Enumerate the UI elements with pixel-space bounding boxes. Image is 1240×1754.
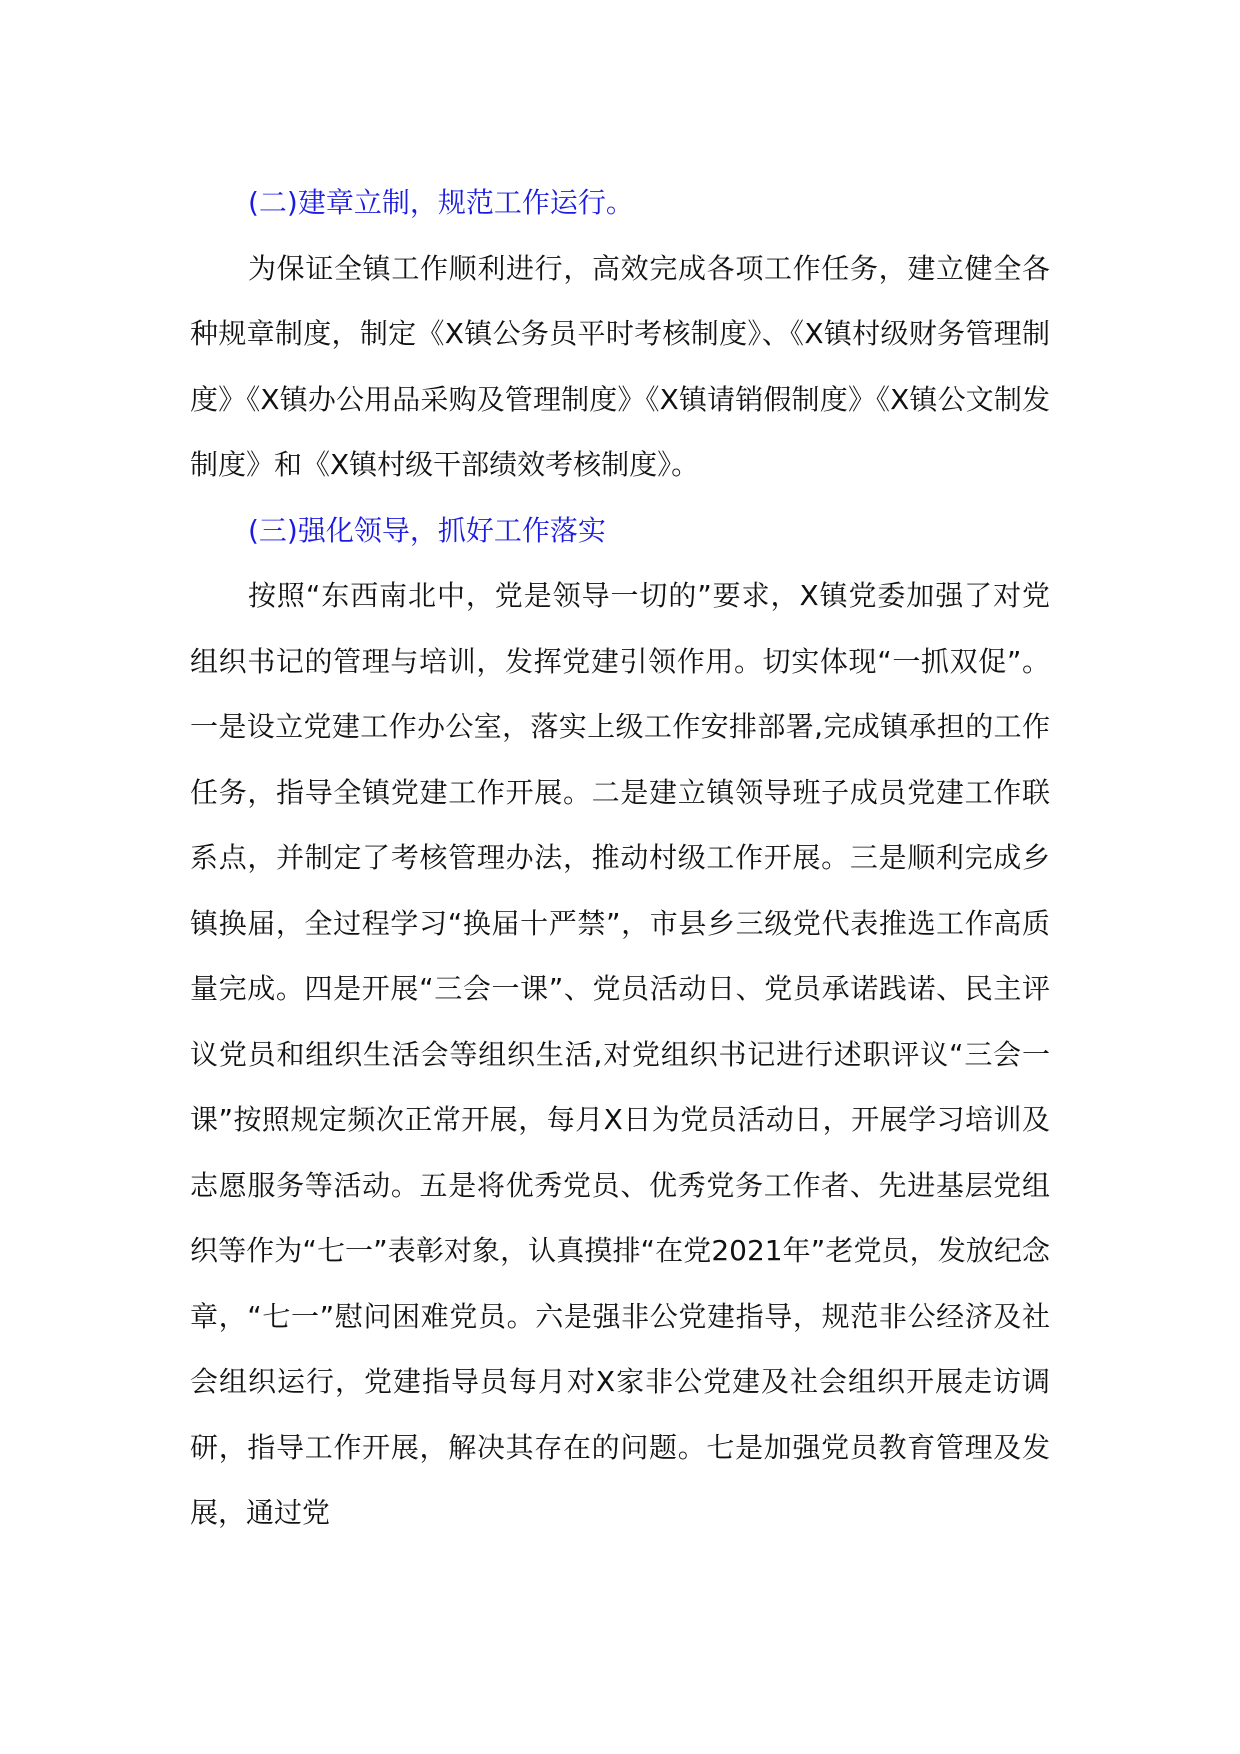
section-paragraph-3: 按照“东西南北中，党是领导一切的”要求，X镇党委加强了对党组织书记的管理与培训，发挥党建引领作用。切实体现“一抓双促”。一是设立党建工作办公室，落实上级工作安排部署,完成镇承担的工作任务，指导全镇党建工作开展。二是建立镇领导班子成员党建工作联系点，并制定了考核管理办法，推动村级工作开展。三是顺利完成乡镇换届，全过程学习“换届十严禁”，市县乡三级党代表推选工作高质量完成。四是开展“三会一课”、党员活动日、党员承诺践诺、民主评议党员和组织生活会等组织生活,对党组织书记进行述职评议“三会一课”按照规定频次正常开展，每月X日为党员活动日，开展学习培训及志愿服务等活动。五是将优秀党员、优秀党务工作者、先进基层党组织等作为“七一”表彰对象，认真摸排“在党2021年”老党员，发放纪念章，“七一”慰问困难党员。六是强非公党建指导，规范非公经济及社会组织运行，党建指导员每月对X家非公党建及社会组织开展走访调研，指导工作开展，解决其存在的问题。七是加强党员教育管理及发展，通过党 (190, 579, 1050, 1529)
section-heading-2: (二)建章立制，规范工作运行。 (248, 186, 634, 219)
document-body (190, 170, 1050, 1546)
section-paragraph-2: 为保证全镇工作顺利进行，高效完成各项工作任务，建立健全各种规章制度，制定《X镇公务员平时考核制度》、《X镇村级财务管理制度》《X镇办公用品采购及管理制度》《X镇请销假制度》《X镇公文制发制度》和《X镇村级干部绩效考核制度》。 (190, 251, 1050, 481)
section-heading-3: (三)强化领导，抓好工作落实 (248, 513, 606, 547)
